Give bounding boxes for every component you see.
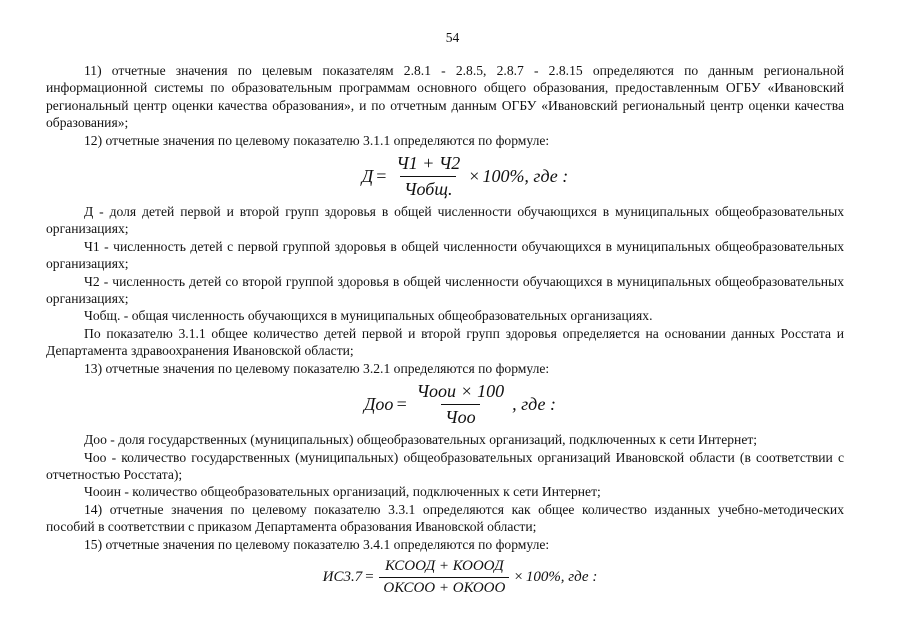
formula2-rest: , где : bbox=[512, 393, 556, 414]
formula1-rest: 100%, где : bbox=[482, 165, 569, 186]
formula2-numerator: Чоои × 100 bbox=[416, 380, 505, 401]
formula1-times: × bbox=[469, 165, 480, 186]
formula1-denominator: Чобщ. bbox=[400, 176, 456, 200]
document-body bbox=[46, 62, 844, 603]
definition-ch2: Ч2 - численность детей со второй группой здоровья в общей численности обучающихся в муниципальных общеобразовательных организациях; bbox=[46, 273, 844, 307]
formula3-fraction bbox=[379, 558, 509, 597]
formula3-lhs: ИС3.7 bbox=[322, 569, 363, 586]
formula3-denominator: ОКСОО + ОКООО bbox=[379, 577, 509, 597]
paragraph-13: 13) отчетные значения по целевому показателю 3.2.1 определяются по формуле: bbox=[84, 360, 550, 376]
paragraph-rosstat: По показателю 3.1.1 общее количество детей первой и второй групп здоровья определяется на основании данных Росстата и Департамента здравоохранения Ивановской области; bbox=[46, 325, 844, 359]
formula2-fraction bbox=[413, 381, 509, 428]
paragraph-11: 11) отчетные значения по целевым показателям 2.8.1 - 2.8.5, 2.8.7 - 2.8.15 определяются по данным региональной информационной системы по образовательным программам основного общего образования, предоставленным ОГБУ «Ивановский региональный центр оценки качества образования», и по отчетным данным ОГБУ «Ивановский региональный центр оценки качества образования»; bbox=[46, 63, 844, 131]
formula2-lhs: Доо bbox=[363, 393, 394, 414]
definition-d: Д - доля детей первой и второй групп здоровья в общей численности обучающихся в муниципальных общеобразовательных организациях; bbox=[46, 204, 844, 237]
definition-ch1: Ч1 - численность детей с первой группой здоровья в общей численности обучающихся в муниципальных общеобразовательных организациях; bbox=[46, 238, 844, 272]
formula2-equals: = bbox=[395, 393, 408, 414]
formula1-lhs: Д bbox=[361, 165, 374, 186]
formula3-times: × bbox=[514, 569, 523, 586]
formula1-fraction bbox=[392, 153, 464, 200]
formula3-rest: 100%, где : bbox=[525, 569, 598, 586]
definition-chooi: Чооин - количество общеобразовательных организаций, подключенных к сети Интернет; bbox=[84, 484, 601, 500]
paragraph-14: 14) отчетные значения по целевому показателю 3.3.1 определяются как общее количество изданных учебно-методических пособий в соответствии с приказом Департамента образования Ивановской области; bbox=[46, 501, 844, 535]
paragraph-15: 15) отчетные значения по целевому показателю 3.4.1 определяются по формуле: bbox=[84, 536, 550, 552]
formula-share-health bbox=[46, 149, 844, 203]
formula2-denominator: Чоо bbox=[441, 404, 479, 428]
formula3-numerator: КСООД + КОООД bbox=[385, 558, 504, 575]
definition-chobsch: Чобщ. - общая численность обучающихся в муниципальных общеобразовательных организациях. bbox=[84, 308, 653, 324]
formula-internet-share bbox=[46, 377, 844, 431]
definition-choo: Чоо - количество государственных (муниципальных) общеобразовательных организаций Ивановской области (в соответствии с отчетностью Росстата); bbox=[46, 449, 844, 482]
formula1-equals: = bbox=[375, 165, 388, 186]
formula1-numerator: Ч1 + Ч2 bbox=[396, 152, 461, 173]
definition-doo: Доо - доля государственных (муниципальных) общеобразовательных организаций, подключенных к сети Интернет; bbox=[84, 432, 758, 448]
formula-is37 bbox=[46, 553, 844, 603]
paragraph-12: 12) отчетные значения по целевому показателю 3.1.1 определяются по формуле: bbox=[84, 132, 550, 148]
page-number: 54 bbox=[445, 30, 460, 45]
formula3-equals: = bbox=[364, 569, 375, 586]
